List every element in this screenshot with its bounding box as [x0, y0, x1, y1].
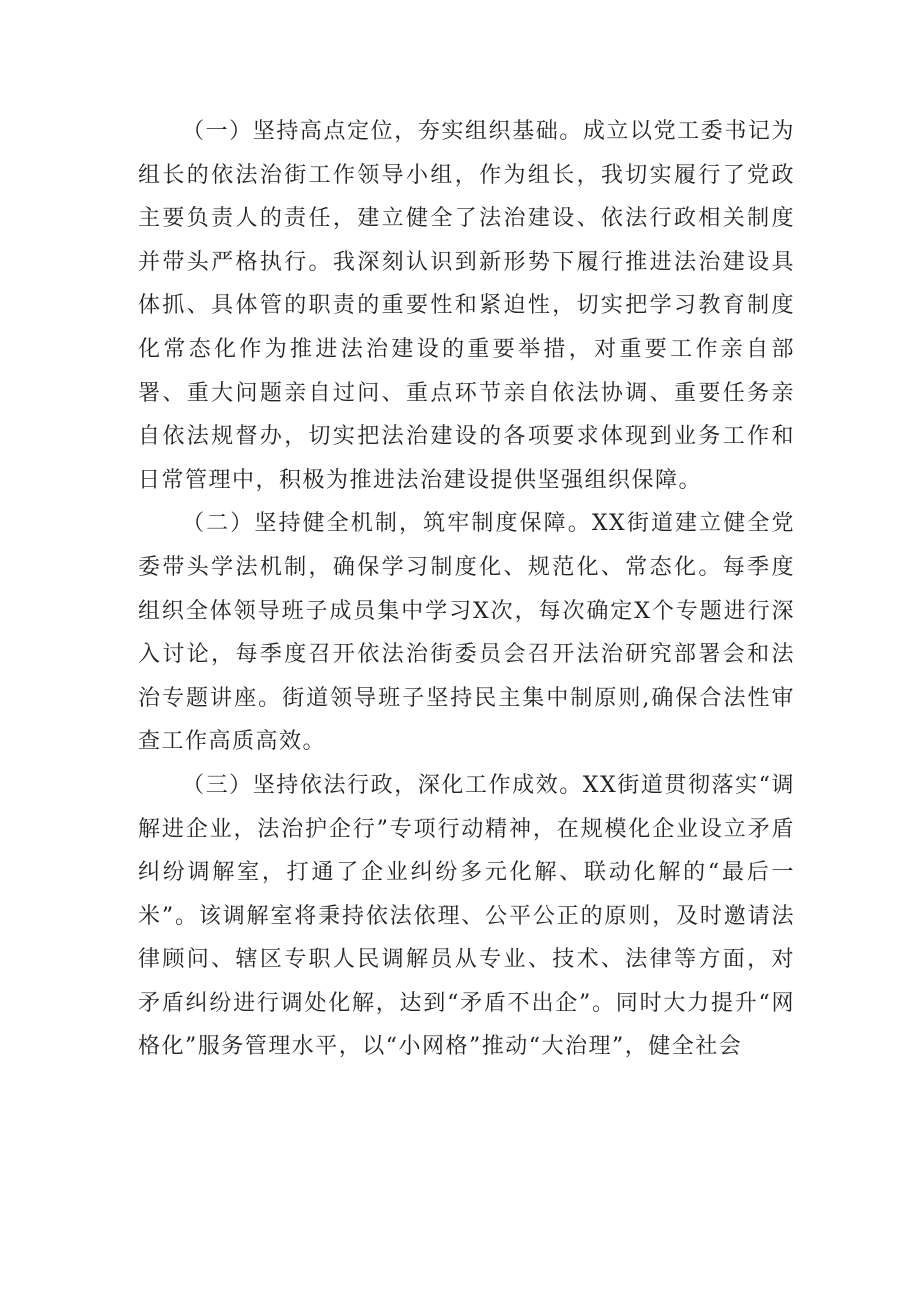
paragraph-2: （二）坚持健全机制，筑牢制度保障。XX街道建立健全党委带头学法机制，确保学习制度化、规范化、常态化。每季度组织全体领导班子成员集中学习X次，每次确定X个专题进行深入讨论，每季度召开依法治街委员会召开法治研究部署会和法治专题讲座。街道领导班子坚持民主集中制原则,确保合法性审查工作高质高效。: [138, 511, 795, 755]
paragraph-1: （一）坚持高点定位，夯实组织基础。成立以党工委书记为组长的依法治街工作领导小组，作为组长，我切实履行了党政主要负责人的责任，建立健全了法治建设、依法行政相关制度并带头严格执行。我深刻认识到新形势下履行推进法治建设具体抓、具体管的职责的重要性和紧迫性，切实把学习教育制度化常态化作为推进法治建设的重要举措，对重要工作亲自部署、重大问题亲自过问、重点环节亲自依法协调、重要任务亲自依法规督办，切实把法治建设的各项要求体现到业务工作和日常管理中，积极为推进法治建设提供坚强组织保障。: [138, 119, 795, 493]
paragraph-3: （三）坚持依法行政，深化工作成效。XX街道贯彻落实“调解进企业，法治护企行”专项行动精神，在规模化企业设立矛盾纠纷调解室，打通了企业纠纷多元化解、联动化解的“最后一米”。该调解室将秉持依法依理、公平公正的原则，及时邀请法律顾问、辖区专职人民调解员从专业、技术、法律等方面，对矛盾纠纷进行调处化解，达到“矛盾不出企”。同时大力提升“网格化”服务管理水平，以“小网格”推动“大治理”，健全社会: [138, 772, 795, 1060]
